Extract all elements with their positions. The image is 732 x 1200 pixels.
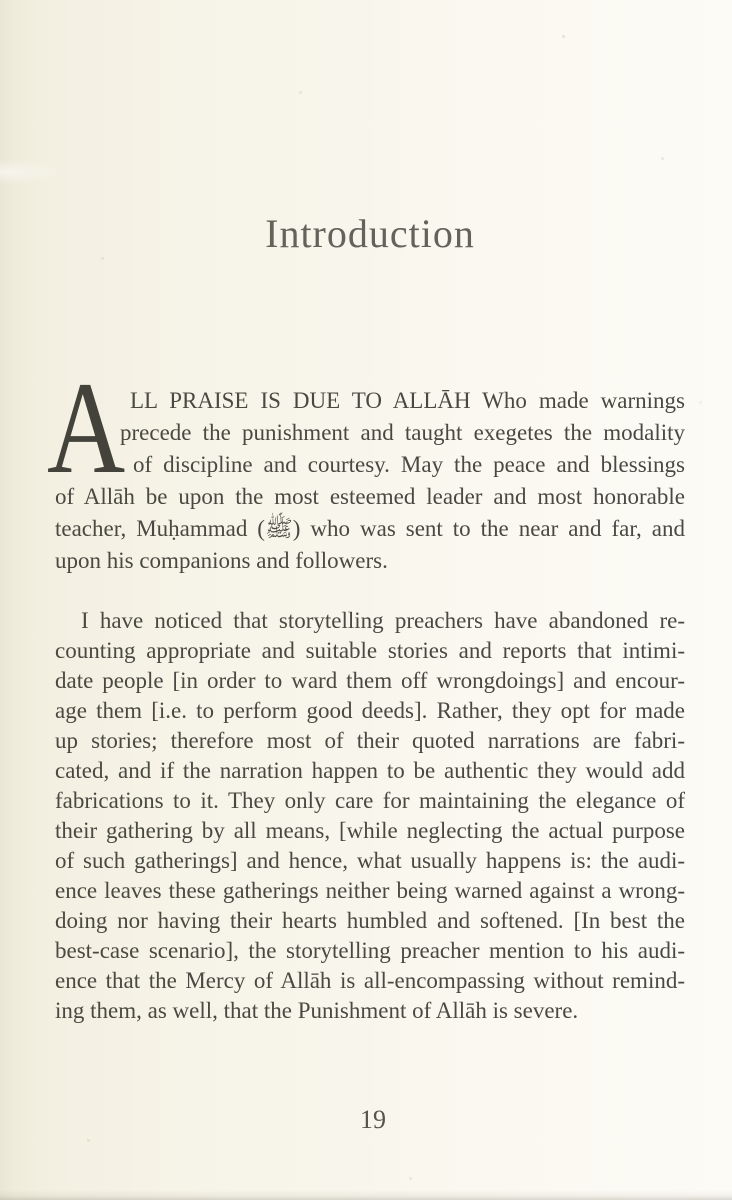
text-line: LL PRAISE IS DUE TO ALLĀH Who made warnings	[130, 388, 685, 413]
text-line: age them [i.e. to perform good deeds]. Rather, they opt for made	[55, 698, 685, 723]
page-number: 19	[360, 1105, 386, 1134]
body-text	[47, 354, 685, 1026]
text-line: up stories; therefore most of their quoted narrations are fabri-	[55, 728, 685, 753]
text-line: ence leaves these gatherings neither being warned against a wrong-	[55, 878, 685, 903]
text-line: doing nor having their hearts humbled and softened. [In best the	[55, 908, 685, 933]
paragraph	[47, 354, 685, 577]
text-line: ing them, as well, that the Punishment of Allāh is severe.	[55, 998, 579, 1023]
text-line: counting appropriate and suitable stories and reports that intimi-	[55, 638, 685, 663]
text-line: precede the punishment and taught exegetes the modality	[120, 420, 685, 445]
text-line: date people [in order to ward them off wrongdoings] and encour-	[55, 668, 685, 693]
text-line: fabrications to it. They only care for maintaining the elegance of	[55, 788, 685, 813]
paper-speckles	[0, 0, 1, 1]
text-line: ence that the Mercy of Allāh is all-encompassing without remind-	[55, 968, 685, 993]
text-line: teacher, Muḥammad (ﷺ) who was sent to the near and far, and	[55, 516, 685, 541]
text-line: of discipline and courtesy. May the peace and blessings	[133, 452, 685, 477]
text-line: best-case scenario], the storytelling preacher mention to his audi-	[55, 938, 685, 963]
text-line: I have noticed that storytelling preachers have abandoned re-	[81, 608, 685, 633]
text-line: of Allāh be upon the most esteemed leader and most honorable	[55, 484, 685, 509]
text-line: cated, and if the narration happen to be authentic they would add	[55, 758, 685, 783]
text-line: of such gatherings] and hence, what usually happens is: the audi-	[55, 848, 685, 873]
drop-cap-letter: A	[47, 354, 126, 501]
text-line: upon his companions and followers.	[55, 548, 388, 573]
chapter-title: Introduction	[265, 211, 475, 256]
paragraph	[55, 606, 685, 1026]
text-line: their gathering by all means, [while neglecting the actual purpose	[55, 818, 685, 843]
